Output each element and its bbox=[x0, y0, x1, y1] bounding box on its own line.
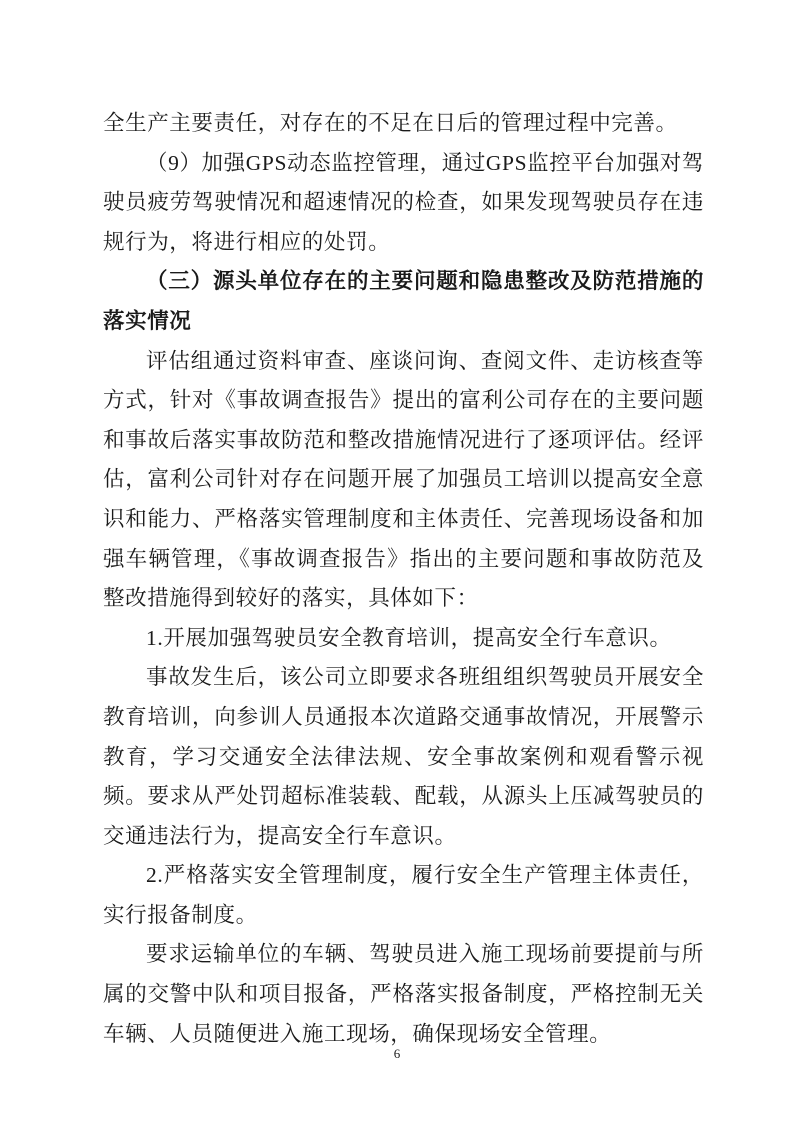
section-heading: （三）源头单位存在的主要问题和隐患整改及防范措施的落实情况 bbox=[103, 269, 704, 333]
paragraph: 评估组通过资料审查、座谈问询、查阅文件、走访核查等方式，针对《事故调查报告》提出的富利公司存在的主要问题和事故后落实事故防范和整改措施情况进行了逐项评估。经评估，富利公司针对存在问题开展了加强员工培训以提高安全意识和能力、严格落实管理制度和主体责任、完善现场设备和加强车辆管理，《事故调查报告》指出的主要问题和事故防范及整改措施得到较好的落实，具体如下： bbox=[103, 348, 704, 611]
document-body bbox=[103, 104, 704, 1054]
paragraph: 要求运输单位的车辆、驾驶员进入施工现场前要提前与所属的交警中队和项目报备，严格落实报备制度，严格控制无关车辆、人员随便进入施工现场，确保现场安全管理。 bbox=[103, 942, 704, 1046]
paragraph: 全生产主要责任，对存在的不足在日后的管理过程中完善。 bbox=[103, 111, 678, 135]
paragraph: 2.严格落实安全管理制度，履行安全生产管理主体责任，实行报备制度。 bbox=[103, 863, 704, 927]
paragraph: （9）加强GPS动态监控管理，通过GPS监控平台加强对驾驶员疲劳驾驶情况和超速情况的检查，如果发现驾驶员存在违规行为，将进行相应的处罚。 bbox=[103, 150, 704, 254]
page-number: 6 bbox=[393, 1046, 401, 1061]
paragraph: 事故发生后，该公司立即要求各班组组织驾驶员开展安全教育培训，向参训人员通报本次道路交通事故情况，开展警示教育，学习交通安全法律法规、安全事故案例和观看警示视频。要求从严处罚超标准装载、配载，从源头上压减驾驶员的交通违法行为，提高安全行车意识。 bbox=[103, 665, 704, 848]
paragraph: 1.开展加强驾驶员安全教育培训，提高安全行车意识。 bbox=[146, 625, 672, 650]
